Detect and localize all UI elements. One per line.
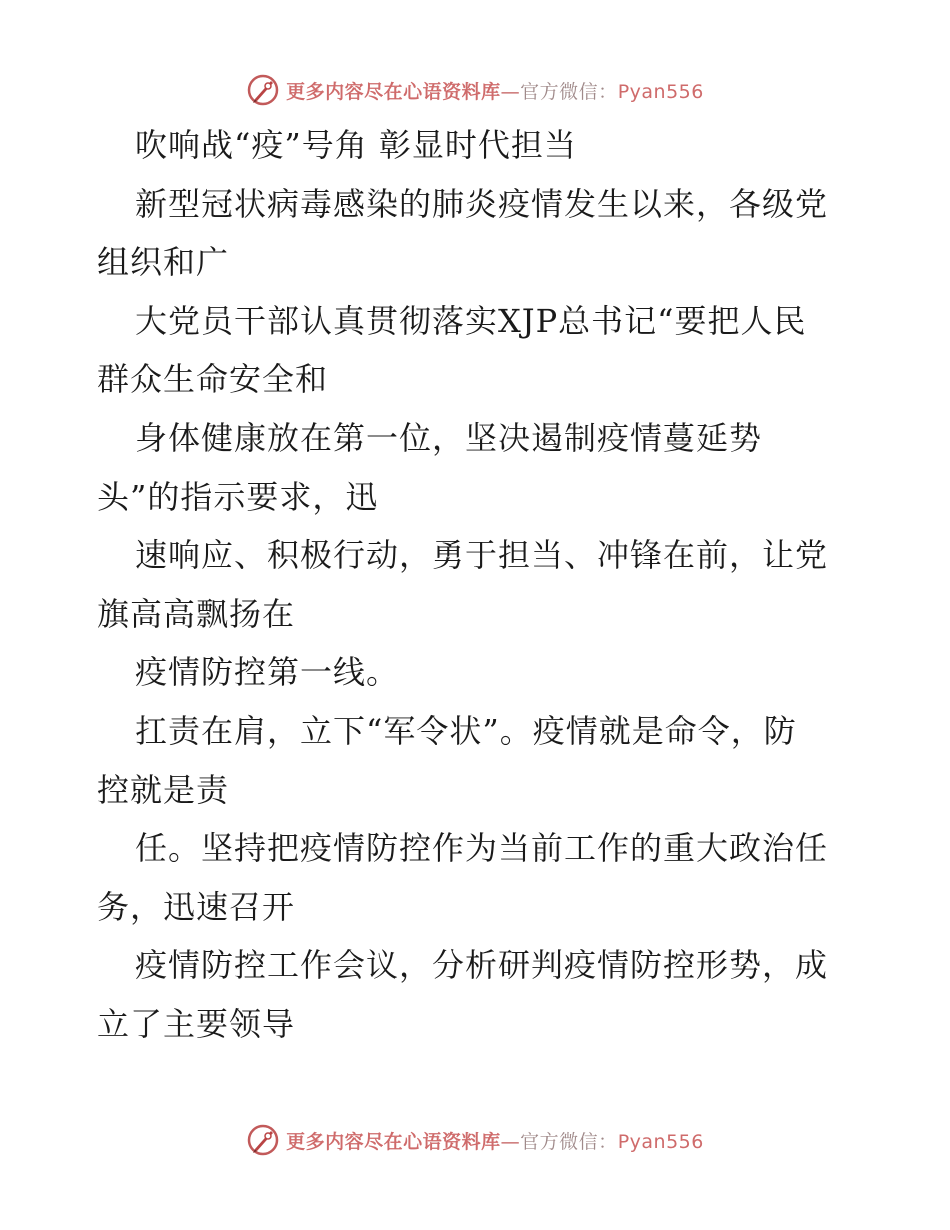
watermark-text: 更多内容尽在心语资料库—官方微信：Pyan556 (286, 1130, 704, 1153)
document-body (97, 116, 857, 1054)
text-line: 群众生命安全和 (97, 360, 329, 399)
text-line: 控就是责 (97, 770, 230, 809)
quill-pen-logo-icon (246, 73, 280, 107)
watermark-text: 更多内容尽在心语资料库—官方微信：Pyan556 (286, 80, 704, 103)
text-line: 速响应、积极行动，勇于担当、冲锋在前，让党 (135, 536, 829, 575)
text-line: 扛责在肩，立下“军令状”。疫情就是命令，防 (135, 711, 797, 750)
text-line: 大党员干部认真贯彻落实XJP总书记“要把人民 (135, 301, 807, 340)
text-line: 疫情防控工作会议，分析研判疫情防控形势，成 (135, 946, 829, 985)
text-line: 身体健康放在第一位，坚决遏制疫情蔓延势 (135, 418, 763, 457)
text-line: 立了主要领导 (97, 1004, 296, 1043)
document-title: 吹响战“疫”号角 彰显时代担当 (135, 126, 577, 164)
quill-pen-logo-icon (246, 1123, 280, 1157)
text-line: 组织和广 (97, 243, 230, 282)
text-line: 疫情防控第一线。 (135, 653, 400, 692)
text-line: 务，迅速召开 (97, 887, 296, 926)
header-watermark (0, 70, 950, 110)
text-line: 头”的指示要求，迅 (97, 477, 379, 516)
text-line: 任。坚持把疫情防控作为当前工作的重大政治任 (135, 829, 829, 868)
text-line: 旗高高飘扬在 (97, 594, 296, 633)
text-line: 新型冠状病毒感染的肺炎疫情发生以来，各级党 (135, 184, 829, 223)
footer-watermark (0, 1120, 950, 1160)
